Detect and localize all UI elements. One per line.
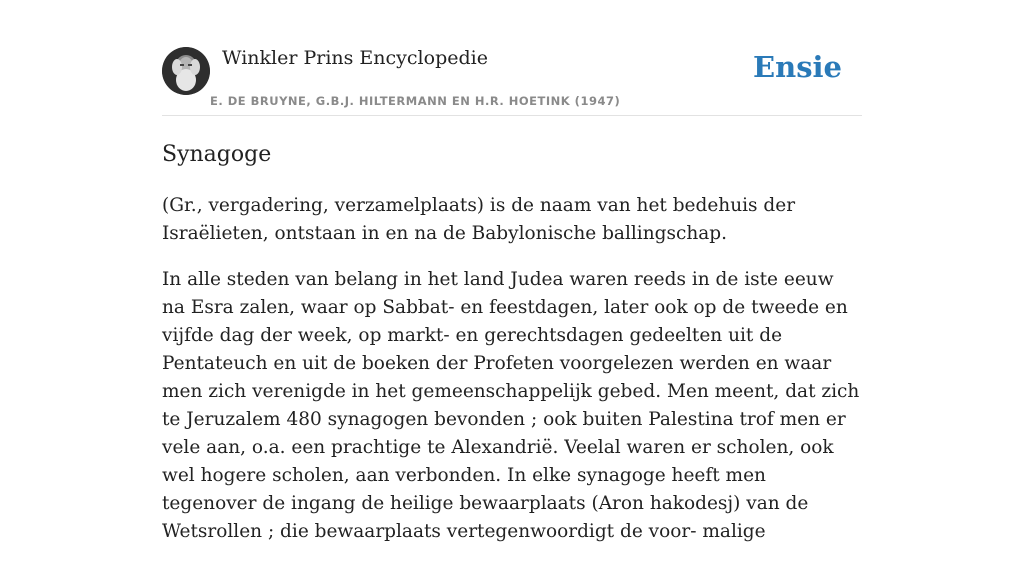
article-paragraph: (Gr., vergadering, verzamelplaats) is de naam van het bedehuis der Israëlieten, ontstaan in en na de Babylonische ballingschap. bbox=[162, 195, 796, 244]
publication-authors: E. DE BRUYNE, G.B.J. HILTERMANN EN H.R. HOETINK (1947) bbox=[210, 94, 621, 108]
article-body bbox=[162, 140, 862, 564]
publication-title[interactable]: Winkler Prins Encyclopedie bbox=[222, 47, 488, 69]
portrait-icon bbox=[162, 47, 210, 95]
ensie-logo-link[interactable]: Ensie bbox=[753, 50, 842, 84]
article-paragraph: In alle steden van belang in het land Judea waren reeds in de iste eeuw na Esra zalen, waar op Sabbat- en feestdagen, later ook op de tweede en vijfde dag der week, op markt- en gerechtsdagen gedeelten uit de Pentateuch en uit de boeken der Profeten voorgelezen werden en waar men zich verenigde in het gemeenschappelijk gebed. Men meent, dat zich te Jeruzalem 480 synagogen bevonden ; ook buiten Palestina trof men er vele aan, o.a. een prachtige te Alexandrië. Veelal waren er scholen, ook wel hogere scholen, aan verbonden. In elke synagoge heeft men tegenover de ingang de heilige bewaarplaats (Aron hakodesj) van de Wetsrollen ; die bewaarplaats vertegenwoordigt de voor- malige bbox=[162, 269, 860, 542]
page-header bbox=[162, 44, 862, 116]
author-portrait-avatar[interactable] bbox=[162, 47, 210, 95]
article-title: Synagoge bbox=[162, 142, 272, 167]
